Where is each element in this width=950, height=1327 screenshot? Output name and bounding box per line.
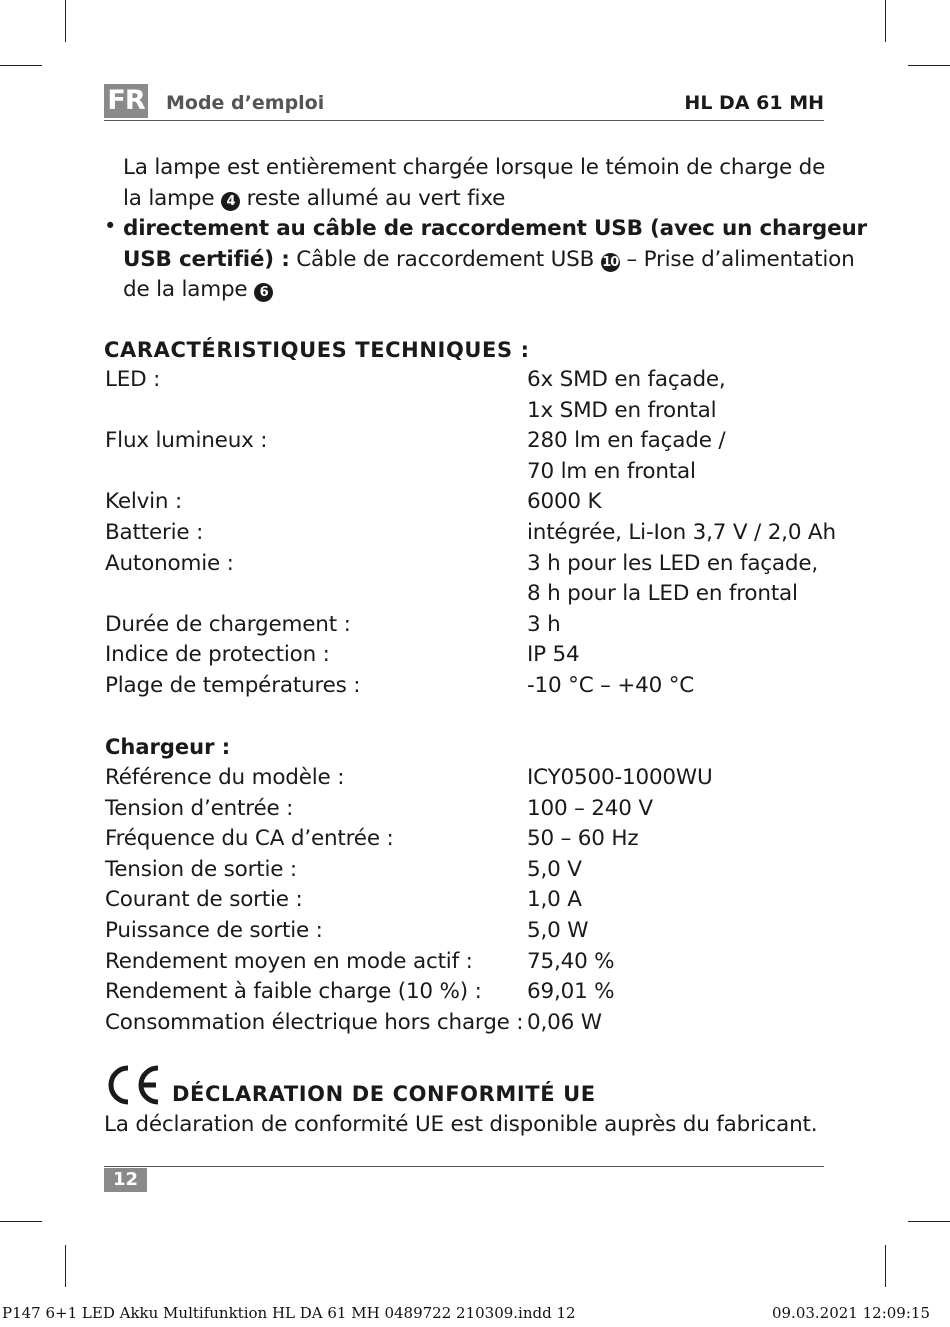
crop-mark [0,65,42,66]
bullet-text: de la lampe [123,277,248,302]
spec-row [105,885,825,916]
spec-label: Batterie : [105,519,204,545]
spec-value: 50 – 60 Hz [527,826,639,852]
bullet-text: Câble de raccordement USB [296,247,595,272]
spec-value: 280 lm en façade / [527,428,726,454]
header-model: HL DA 61 MH [684,92,824,114]
spec-row [105,671,825,702]
spec-label: Puissance de sortie : [105,917,323,943]
spec-label: Rendement moyen en mode actif : [105,948,473,974]
circled-number: 6 [254,283,273,302]
spec-label: LED : [105,367,161,392]
charger-heading: Chargeur : [105,735,231,759]
spec-row [105,365,825,396]
spec-row [105,457,825,488]
circled-number: 10 [602,255,619,270]
crop-mark [885,1245,886,1287]
spec-row [105,1008,825,1039]
spec-label: Tension d’entrée : [105,795,294,821]
language-badge: FR [104,84,148,118]
bullet-line-3 [123,275,273,306]
intro-text: la lampe [123,186,215,211]
bullet-bold-text: directement au câble de raccordement USB (avec un chargeur [123,216,867,241]
spec-row [105,763,825,794]
spec-row [105,487,825,518]
spec-value: 69,01 % [527,979,615,1005]
spec-value: 6x SMD en façade, [527,367,726,392]
spec-value: 75,40 % [527,948,615,974]
spec-label: Plage de températures : [105,672,361,698]
footer-rule [104,1166,824,1167]
print-slug-date: 09.03.2021 12:09:15 [771,1304,930,1322]
crop-mark [65,0,66,42]
intro-text: reste allumé au vert fixe [246,186,506,211]
spec-value: -10 °C – +40 °C [527,672,695,698]
spec-label: Autonomie : [105,550,234,576]
specs-table [105,365,836,702]
crop-mark [908,65,950,66]
bullet-bold-text: USB certifié) : [123,247,290,272]
declaration-heading: DÉCLARATION DE CONFORMITÉ UE [172,1082,596,1106]
spec-value: 0,06 W [527,1009,602,1035]
spec-label: Flux lumineux : [105,428,268,454]
spec-row [105,824,825,855]
spec-value: 8 h pour la LED en frontal [527,581,798,607]
spec-value: 5,0 V [527,856,582,882]
charger-table [105,763,825,1038]
bullet-text: – Prise d’alimentation [626,247,855,272]
intro-line-2 [123,184,505,215]
spec-label: Référence du modèle : [105,765,345,790]
spec-row [105,426,825,457]
spec-label: Rendement à faible charge (10 %) : [105,979,482,1005]
page-header [104,84,824,121]
spec-row [105,794,825,825]
ce-mark-icon [104,1065,162,1105]
spec-row [105,579,825,610]
crop-mark [885,0,886,42]
spec-value: ICY0500-1000WU [527,765,713,790]
spec-value: 3 h [527,611,561,637]
circled-number: 4 [221,192,240,211]
spec-value: 100 – 240 V [527,795,653,821]
spec-value: 70 lm en frontal [527,458,696,484]
spec-value: 6000 K [527,489,602,515]
spec-row [105,977,825,1008]
spec-value: intégrée, Li-Ion 3,7 V / 2,0 Ah [527,519,836,545]
print-slug-file: P147 6+1 LED Akku Multifunktion HL DA 61 MH 0489722 210309.indd 12 [2,1304,576,1322]
spec-row [105,855,825,886]
spec-row [105,947,825,978]
bullet-line-2 [123,245,855,276]
specs-heading: CARACTÉRISTIQUES TECHNIQUES : [104,338,530,362]
declaration-text: La déclaration de conformité UE est disponible auprès du fabricant. [104,1112,818,1137]
spec-value: 1,0 A [527,887,582,913]
spec-label: Kelvin : [105,489,183,515]
spec-value: 3 h pour les LED en façade, [527,550,819,576]
spec-label: Tension de sortie : [105,856,297,882]
spec-row [105,518,836,549]
bullet-dot: • [104,214,117,238]
spec-label: Consommation électrique hors charge : [105,1009,524,1035]
spec-row [105,640,825,671]
crop-mark [0,1221,42,1222]
bullet-line-1 [123,214,867,245]
crop-mark [908,1221,950,1222]
page-number: 12 [104,1168,147,1192]
spec-value: 1x SMD en frontal [527,397,717,423]
spec-row [105,396,825,427]
spec-row [105,916,825,947]
spec-row [105,610,825,641]
spec-label: Indice de protection : [105,642,330,668]
spec-value: IP 54 [527,642,580,668]
spec-row [105,549,825,580]
spec-label: Fréquence du CA d’entrée : [105,826,394,852]
header-title: Mode d’emploi [166,92,325,114]
crop-mark [65,1245,66,1287]
spec-label: Courant de sortie : [105,887,303,913]
spec-value: 5,0 W [527,917,589,943]
spec-label: Durée de chargement : [105,611,351,637]
intro-line-1: La lampe est entièrement chargée lorsque le témoin de charge de [123,155,826,180]
